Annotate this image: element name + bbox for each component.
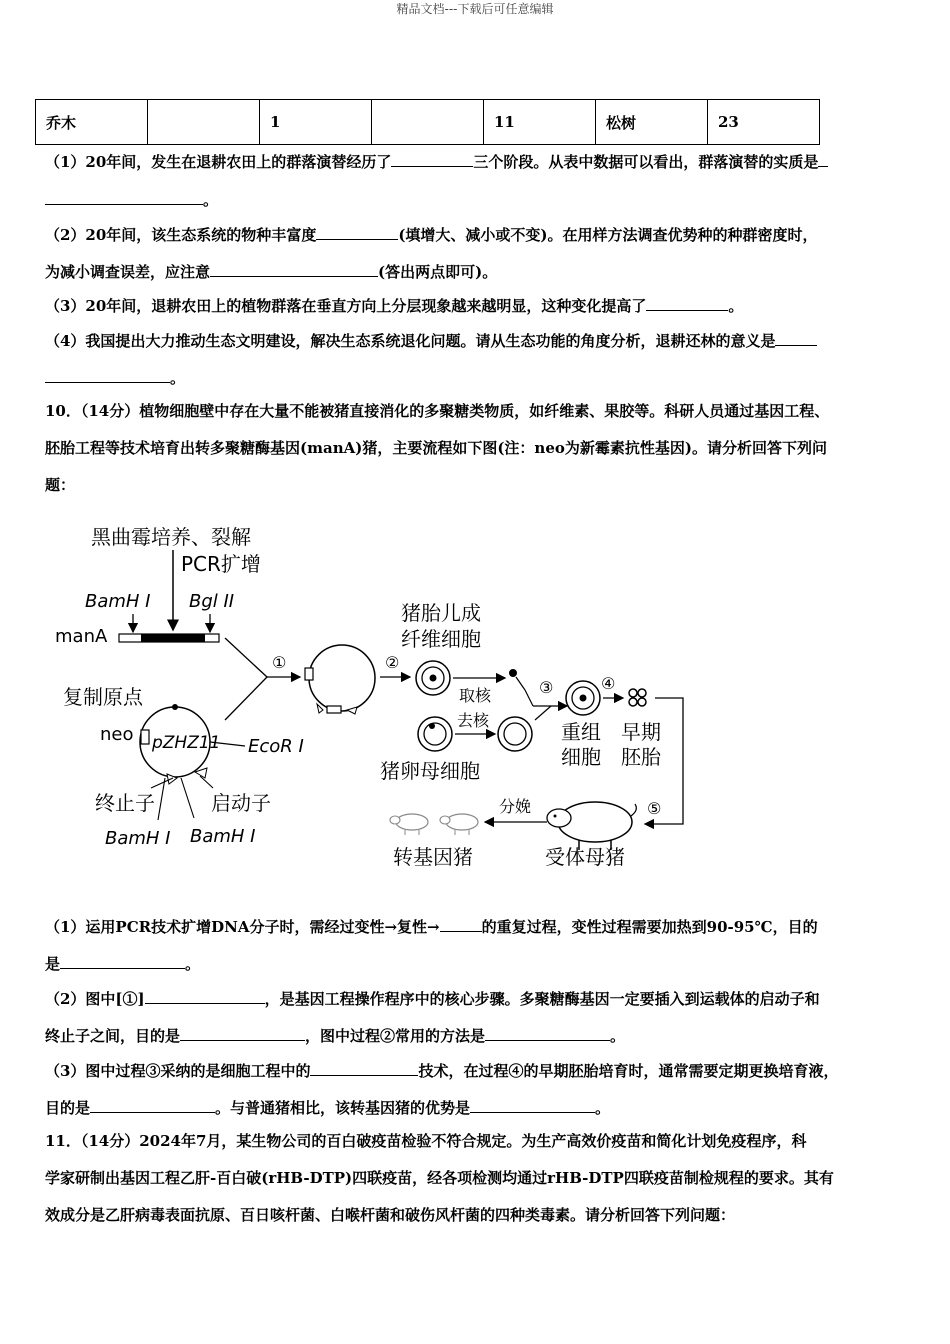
terminator-label: 终止子	[95, 791, 155, 815]
answer-blank[interactable]	[90, 1097, 215, 1113]
recombinant-nucleus	[580, 695, 587, 702]
donor-nucleus-icon	[509, 669, 517, 677]
fibroblast-nucleus	[430, 675, 437, 682]
text: （2）20年间，该生态系统的物种丰富度	[45, 226, 317, 244]
culture-label: 黑曲霉培养、裂解	[91, 525, 251, 549]
neo-gene-icon	[141, 730, 149, 744]
answer-blank[interactable]	[646, 295, 728, 311]
table-cell: 11	[484, 100, 596, 145]
embryo-label-1: 早期	[621, 720, 661, 744]
q10-intro-2: 胚胎工程等技术培育出转多聚糖酶基因(manA)猪，主要流程如下图(注：neo为新霉素抗性基因)。请分析回答下列问	[45, 439, 827, 457]
answer-blank[interactable]	[210, 261, 378, 277]
embryo-label-2: 胚胎	[621, 745, 661, 769]
q9-line-1	[45, 151, 828, 172]
step4-label: ④	[601, 674, 616, 693]
promoter-icon	[347, 707, 357, 714]
answer-blank[interactable]	[485, 1025, 610, 1041]
enucleated-oocyte-icon	[498, 717, 532, 751]
answer-blank[interactable]	[818, 151, 828, 167]
bgl2-label: Bgl II	[189, 591, 235, 612]
neo-marker-icon	[305, 668, 313, 680]
promoter-pointer	[200, 776, 213, 788]
table-row	[36, 100, 820, 145]
answer-blank[interactable]	[470, 1097, 595, 1113]
period: 。	[610, 1027, 626, 1045]
q10-line-3	[45, 988, 820, 1009]
text: 终止子之间，目的是	[45, 1027, 181, 1045]
table-cell: 乔木	[36, 100, 148, 145]
q10-line-2	[45, 953, 200, 974]
mana-label: manA	[55, 626, 108, 647]
fibroblast-label-2: 纤维细胞	[401, 627, 481, 651]
text: （1）运用PCR技术扩增DNA分子时，需经过变性→复性→	[45, 918, 440, 936]
terminator-icon	[317, 704, 323, 713]
answer-blank[interactable]	[310, 1060, 418, 1076]
text: (答出两点即可)。	[378, 263, 498, 281]
early-embryo-icon	[629, 689, 646, 706]
answer-blank[interactable]	[775, 330, 817, 346]
answer-blank[interactable]	[45, 367, 170, 383]
answer-blank[interactable]	[60, 953, 185, 969]
q9-line-6	[45, 330, 817, 351]
q10-intro-3: 题：	[45, 476, 76, 494]
q9-line-2	[45, 189, 218, 210]
insert-gene-icon	[327, 706, 341, 713]
q9-line-4	[45, 261, 497, 282]
q11-line-2: 学家研制出基因工程乙肝-百白破(rHB-DTP)四联疫苗，经各项检测均通过rHB-DTP四联疫苗制检规程的要求。其有	[45, 1169, 834, 1187]
fibroblast-label-1: 猪胎儿成	[401, 601, 481, 625]
table-cell: 松树	[596, 100, 708, 145]
mana-coding-region	[141, 634, 205, 642]
text: （3）图中过程③采纳的是细胞工程中的	[45, 1062, 311, 1080]
bamh1-right-pointer	[181, 778, 194, 818]
text: ，图中过程②常用的方法是	[305, 1027, 486, 1045]
q9-line-3	[45, 224, 818, 245]
table-cell	[148, 100, 260, 145]
transgenic-piglet-icon	[390, 814, 428, 835]
q10-intro-1: 10．（14分）植物细胞壁中存在大量不能被猪直接消化的多聚糖类物质，如纤维素、果胶等。科研人员通过基因工程、	[45, 402, 830, 420]
period: 。	[728, 297, 744, 315]
promoter-label: 启动子	[211, 791, 271, 815]
recipient-label: 受体母猪	[545, 845, 625, 869]
table-cell	[372, 100, 484, 145]
q9-line-7	[45, 367, 185, 388]
text: 技术，在过程④的早期胚胎培育时，通常需要定期更换培育液，	[418, 1062, 839, 1080]
merge-line	[535, 706, 551, 720]
oocyte-inner-ring	[424, 723, 446, 745]
q11-line-3: 效成分是乙肝病毒表面抗原、百日咳杆菌、白喉杆菌和破伤风杆菌的四种类毒素。请分析回答下列问题：	[45, 1206, 736, 1224]
data-table	[35, 99, 820, 145]
merge-line	[525, 690, 533, 706]
answer-blank[interactable]	[180, 1025, 305, 1041]
merge-line-top	[225, 638, 267, 677]
text: （1）20年间，发生在退耕农田上的群落演替经历了	[45, 153, 392, 171]
q10-line-4	[45, 1025, 625, 1046]
text: 的重复过程，变性过程需要加热到90-95℃，目的	[481, 918, 818, 936]
table-cell: 23	[708, 100, 820, 145]
ecori-label: EcoR I	[248, 736, 304, 757]
text: 是	[45, 955, 61, 973]
q9-line-5	[45, 295, 743, 316]
answer-blank[interactable]	[316, 224, 398, 240]
transgenic-piglet-icon	[440, 814, 478, 835]
recombinant-plasmid-icon	[309, 645, 375, 711]
oocyte-label: 猪卵母细胞	[380, 759, 480, 783]
step2-label: ②	[385, 653, 400, 672]
pcr-label: PCR扩增	[181, 552, 261, 576]
text: （2）图中[①]	[45, 990, 145, 1008]
nucleus-transfer-line	[516, 677, 525, 690]
text: 目的是	[45, 1099, 91, 1117]
period: 。	[203, 191, 219, 209]
step1-label: ①	[272, 653, 287, 672]
step3-label: ③	[539, 678, 554, 697]
enucleated-inner-ring	[504, 723, 526, 745]
recombinant-label-2: 细胞	[561, 745, 601, 769]
text: （3）20年间，退耕农田上的植物群落在垂直方向上分层现象越来越明显，这种变化提高了	[45, 297, 647, 315]
period: 。	[185, 955, 201, 973]
text: ，是基因工程操作程序中的核心步骤。多聚糖酶基因一定要插入到运载体的启动子和	[264, 990, 820, 1008]
bamh1-left-label: BamH I	[105, 828, 171, 849]
bamh1-top-label: BamH I	[85, 591, 151, 612]
answer-blank[interactable]	[145, 988, 265, 1004]
oocyte-cell-icon	[418, 717, 452, 751]
period: 。	[595, 1099, 611, 1117]
ori-label: 复制原点	[63, 685, 143, 709]
text: 为减小调查误差，应注意	[45, 263, 211, 281]
take-nucleus-label: 取核	[459, 686, 492, 705]
text: 三个阶段。从表中数据可以看出，群落演替的实质是	[473, 153, 819, 171]
q10-line-5	[45, 1060, 838, 1081]
table-cell: 1	[260, 100, 372, 145]
merge-line-bottom	[225, 677, 267, 720]
transgenic-pig-flow-diagram	[55, 520, 695, 875]
transgenic-pig-label: 转基因猪	[393, 845, 473, 869]
answer-blank[interactable]	[440, 916, 482, 932]
recipient-sow-icon	[547, 802, 636, 850]
neo-label: neo	[100, 724, 134, 745]
oocyte-nucleus	[429, 723, 435, 729]
q11-line-1: 11．（14分）2024年7月，某生物公司的百白破疫苗检验不符合规定。为生产高效价疫苗和简化计划免疫程序，科	[45, 1132, 807, 1150]
step5-label: ⑤	[647, 799, 662, 818]
text: 。与普通猪相比，该转基因猪的优势是	[215, 1099, 471, 1117]
delivery-label: 分娩	[499, 797, 532, 816]
page-header: 精品文档---下载后可任意编辑	[396, 2, 554, 16]
remove-nucleus-label: 去核	[457, 711, 490, 730]
q10-line-1	[45, 916, 818, 937]
answer-blank[interactable]	[45, 189, 203, 205]
text: （4）我国提出大力推动生态文明建设，解决生态系统退化问题。请从生态功能的角度分析，退耕还林的意义是	[45, 332, 776, 350]
q10-line-6	[45, 1097, 610, 1118]
text: (填增大、减小或不变)。在用样方法调查优势种的种群密度时，	[398, 226, 818, 244]
answer-blank[interactable]	[391, 151, 473, 167]
plasmid-label: pZHZ11	[152, 733, 221, 753]
recombinant-label-1: 重组	[561, 720, 601, 744]
period: 。	[170, 369, 186, 387]
bamh1-right-label: BamH I	[190, 826, 256, 847]
